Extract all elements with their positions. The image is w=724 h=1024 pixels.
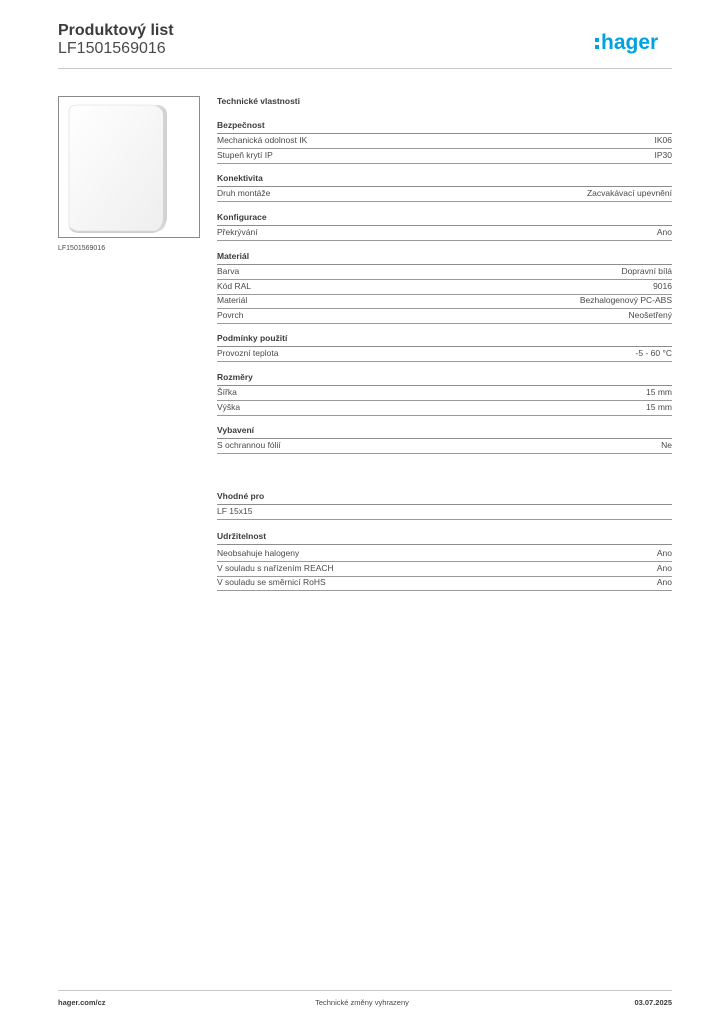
row-value: IP30 — [654, 150, 672, 160]
table-row — [217, 386, 672, 401]
group-title: Vybavení — [217, 425, 672, 439]
row-label: Neobsahuje halogeny — [217, 548, 300, 558]
row-label: Provozní teplota — [217, 348, 279, 358]
product-code: LF1501569016 — [58, 40, 166, 57]
table-row — [217, 562, 672, 577]
row-label: Šířka — [217, 387, 237, 397]
row-label: Kód RAL — [217, 281, 252, 291]
footer-date: 03.07.2025 — [634, 998, 672, 1007]
table-row — [217, 309, 672, 324]
footer-note: Technické změny vyhrazeny — [315, 998, 409, 1007]
image-caption: LF1501569016 — [58, 245, 106, 252]
group-title: Konektivita — [217, 173, 672, 187]
table-row — [217, 576, 672, 591]
row-value: Neošetřený — [628, 310, 672, 320]
row-value: IK06 — [654, 135, 672, 145]
table-row — [217, 280, 672, 295]
table-row — [217, 265, 672, 280]
footer-divider — [58, 990, 672, 991]
row-label: Stupeň krytí IP — [217, 150, 273, 160]
row-value: Ano — [656, 548, 672, 558]
row-value: 15 mm — [646, 387, 672, 397]
table-row — [217, 505, 672, 520]
row-value: Zacvakávací upevnění — [586, 188, 672, 198]
table-row — [217, 401, 672, 416]
table-row — [217, 187, 672, 202]
row-value: Ano — [656, 577, 672, 587]
row-value: 9016 — [653, 281, 672, 291]
suitable-section-title: Vhodné pro — [217, 491, 672, 505]
table-row — [217, 226, 672, 241]
row-label: Barva — [217, 266, 240, 276]
hager-logo — [594, 26, 674, 56]
group-title: Rozměry — [217, 372, 672, 386]
row-label: V souladu s nařízením REACH — [217, 563, 334, 573]
table-row — [217, 439, 672, 454]
row-label: Povrch — [217, 310, 244, 320]
row-label: Mechanická odolnost IK — [217, 135, 308, 145]
row-value: Ano — [656, 227, 672, 237]
group-title: Konfigurace — [217, 212, 672, 226]
product-photo — [59, 97, 199, 237]
table-row — [217, 547, 672, 562]
row-value: -5 - 60 °C — [635, 348, 672, 358]
row-value: Ne — [661, 440, 672, 450]
row-label: Druh montáže — [217, 188, 271, 198]
table-row — [217, 347, 672, 362]
row-value: Bezhalogenový PC-ABS — [579, 295, 672, 305]
row-label: Materiál — [217, 295, 248, 305]
row-value: Ano — [656, 563, 672, 573]
row-label: LF 15x15 — [217, 506, 253, 516]
row-value: Dopravní bílá — [621, 266, 672, 276]
page-title: Produktový list — [58, 22, 174, 39]
row-label: V souladu se směrnicí RoHS — [217, 577, 326, 587]
sustainability-section-title: Udržitelnost — [217, 531, 672, 545]
row-label: Výška — [217, 402, 241, 412]
table-row — [217, 149, 672, 164]
table-row — [217, 294, 672, 309]
row-label: S ochrannou fólií — [217, 440, 281, 450]
hager-logo-text: hager — [601, 31, 659, 54]
row-label: Překrývání — [217, 227, 258, 237]
product-image — [58, 96, 200, 238]
group-title: Materiál — [217, 251, 672, 265]
header-divider — [58, 68, 672, 69]
technical-section-title: Technické vlastnosti — [217, 96, 300, 106]
group-title: Podmínky použití — [217, 333, 672, 347]
table-row — [217, 134, 672, 149]
row-value: 15 mm — [646, 402, 672, 412]
footer-website: hager.com/cz — [58, 998, 106, 1007]
group-title: Bezpečnost — [217, 120, 672, 134]
